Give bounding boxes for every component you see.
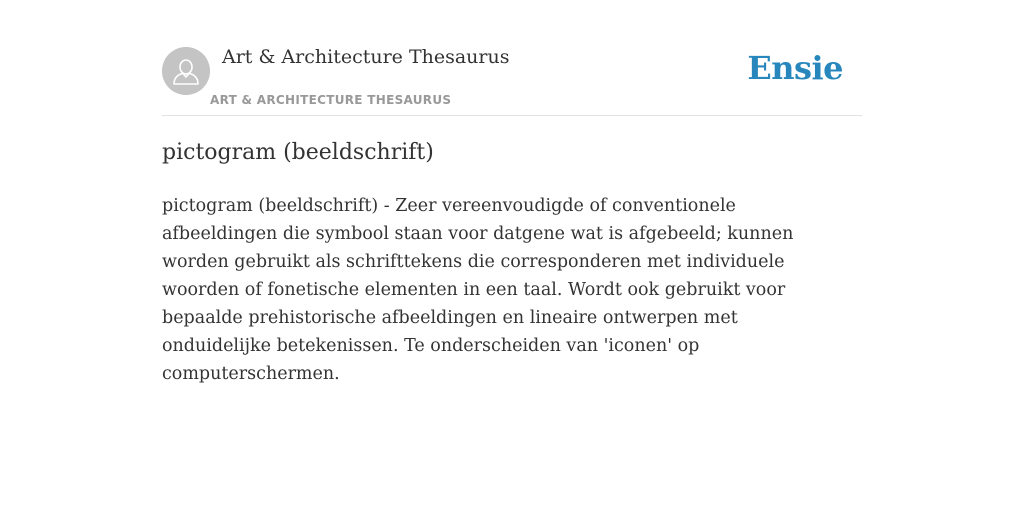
entry-card (162, 0, 862, 384)
user-icon (162, 47, 210, 95)
entry-definition: pictogram (beeldschrift) - Zeer vereenvoudigde of conventionele afbeeldingen die symbool staan voor datgene wat is afgebeeld; kunnen worden gebruikt als schrifttekens die corresponderen met individuele woorden of fonetische elementen in een taal. Wordt ook gebruikt voor bepaalde prehistorische afbeeldingen en lineaire ontwerpen met onduidelijke betekenissen. Te onderscheiden van 'iconen' op computerschermen. (162, 196, 794, 384)
avatar[interactable] (162, 47, 210, 95)
source-name[interactable]: Art & Architecture Thesaurus (222, 46, 510, 68)
entry-header (162, 0, 862, 116)
source-subtitle[interactable]: ART & ARCHITECTURE THESAURUS (210, 93, 452, 107)
ensie-logo[interactable]: Ensie (747, 49, 843, 87)
page-title: pictogram (beeldschrift) (162, 140, 434, 165)
